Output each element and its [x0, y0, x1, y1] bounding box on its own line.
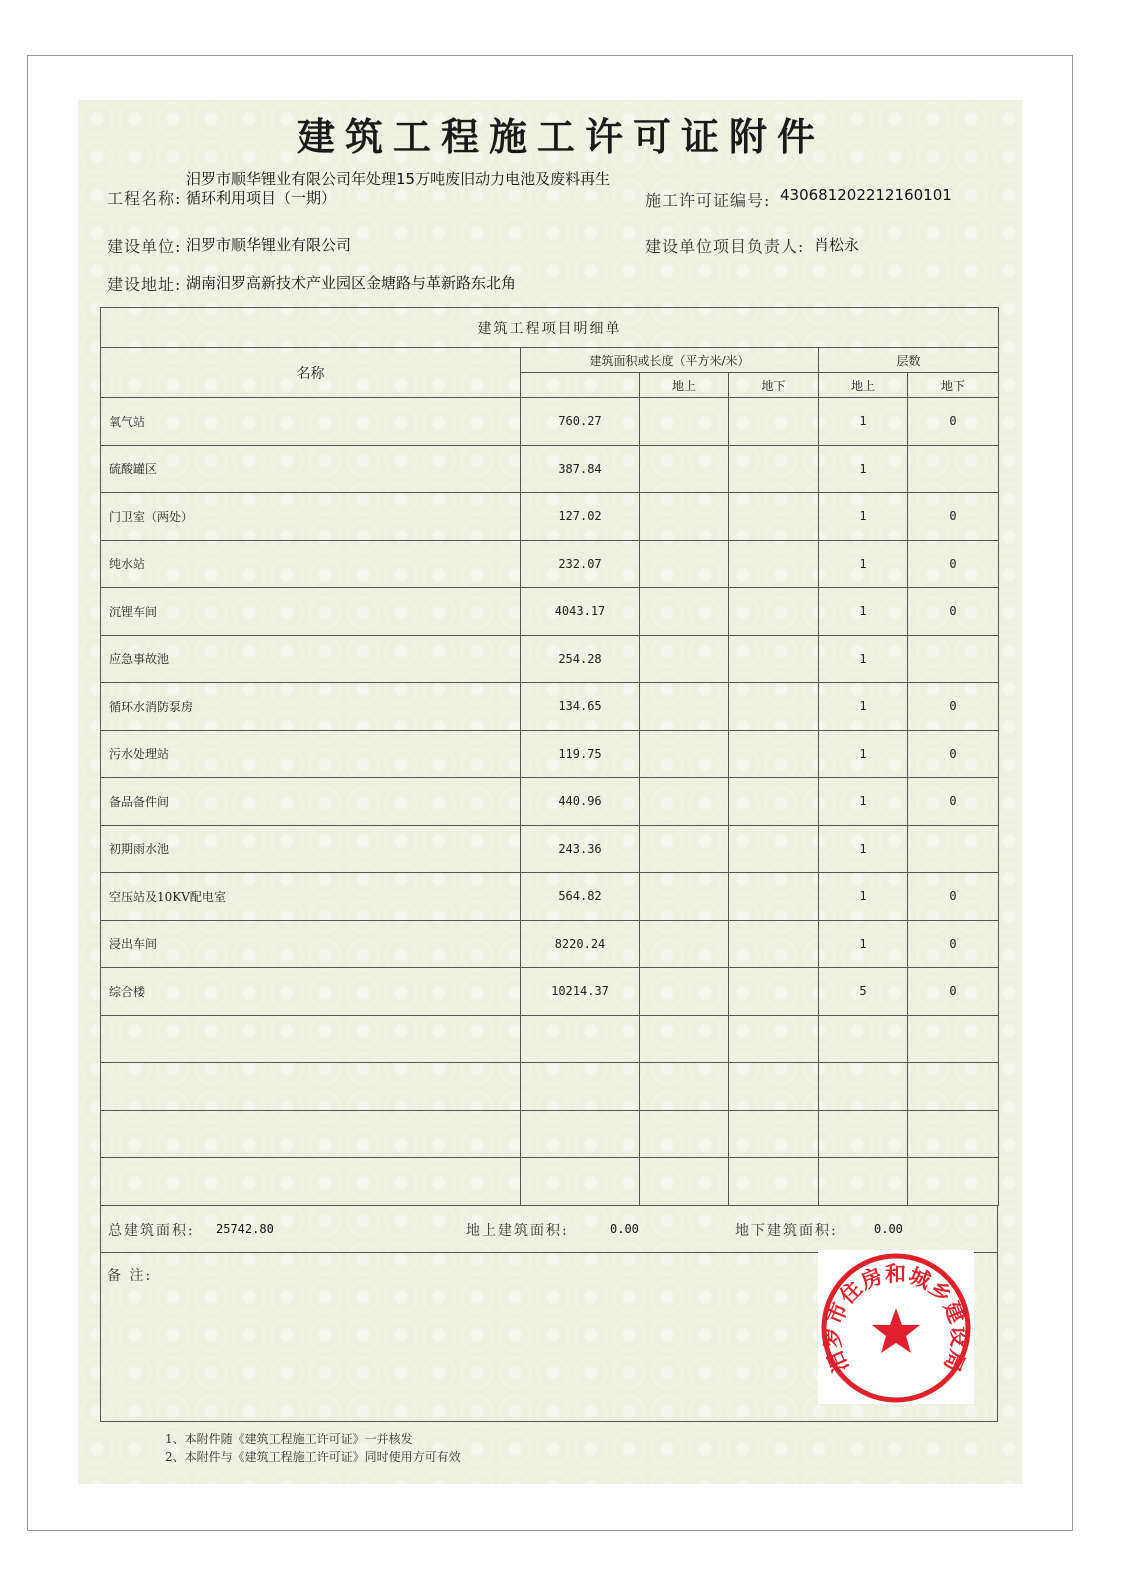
row-area-above — [640, 730, 729, 778]
row-floors-below: 0 — [908, 683, 999, 731]
empty-cell — [101, 1158, 521, 1206]
table-row — [101, 920, 999, 968]
table-row — [101, 683, 999, 731]
floors-below-header: 地下 — [908, 373, 999, 398]
row-floors-above: 1 — [819, 540, 908, 588]
table-row — [101, 493, 999, 541]
row-area-above — [640, 920, 729, 968]
empty-cell — [819, 1110, 908, 1158]
col-name-header: 名称 — [101, 348, 521, 398]
col-floors-header: 层数 — [819, 348, 999, 373]
builder-value: 汨罗市顺华锂业有限公司 — [186, 236, 352, 254]
empty-cell — [640, 1110, 729, 1158]
empty-cell — [819, 1063, 908, 1111]
row-floors-above: 1 — [819, 588, 908, 636]
row-area: 564.82 — [521, 873, 640, 921]
row-floors-above: 1 — [819, 825, 908, 873]
table-caption: 建筑工程项目明细单 — [101, 308, 999, 348]
empty-row — [101, 1110, 999, 1158]
row-floors-below: 0 — [908, 588, 999, 636]
empty-cell — [640, 1158, 729, 1206]
row-name: 初期雨水池 — [101, 825, 521, 873]
row-area: 232.07 — [521, 540, 640, 588]
table-row — [101, 540, 999, 588]
row-name: 硫酸罐区 — [101, 445, 521, 493]
row-area-above — [640, 445, 729, 493]
row-floors-below: 0 — [908, 540, 999, 588]
total-area-label: 总建筑面积: — [108, 1223, 195, 1239]
empty-cell — [521, 1110, 640, 1158]
below-area-label: 地下建筑面积: — [735, 1223, 838, 1239]
above-area-value: 0.00 — [610, 1222, 639, 1236]
document-title: 建筑工程施工许可证附件 — [296, 114, 825, 159]
empty-cell — [521, 1158, 640, 1206]
project-name-line2: 循环利用项目（一期） — [186, 189, 337, 207]
table-row — [101, 398, 999, 446]
row-area-below — [729, 873, 819, 921]
row-floors-above: 1 — [819, 683, 908, 731]
row-floors-below — [908, 445, 999, 493]
project-name-line1: 汨罗市顺华锂业有限公司年处理15万吨废旧动力电池及废料再生 — [186, 170, 611, 188]
address-value: 湖南汨罗高新技术产业园区金塘路与革新路东北角 — [186, 274, 517, 292]
row-name: 备品备件间 — [101, 778, 521, 826]
table-row — [101, 778, 999, 826]
row-area-below — [729, 398, 819, 446]
empty-row — [101, 1015, 999, 1063]
row-floors-above: 1 — [819, 493, 908, 541]
row-floors-above: 1 — [819, 920, 908, 968]
row-floors-below: 0 — [908, 398, 999, 446]
row-area: 254.28 — [521, 635, 640, 683]
empty-cell — [908, 1015, 999, 1063]
empty-cell — [640, 1015, 729, 1063]
row-floors-above: 1 — [819, 635, 908, 683]
permit-no: 430681202212160101 — [780, 186, 952, 204]
row-area: 4043.17 — [521, 588, 640, 636]
row-area-above — [640, 540, 729, 588]
table-row — [101, 635, 999, 683]
row-floors-below: 0 — [908, 493, 999, 541]
row-name: 沉锂车间 — [101, 588, 521, 636]
row-area-below — [729, 778, 819, 826]
row-area-below — [729, 445, 819, 493]
row-name: 氧气站 — [101, 398, 521, 446]
row-area-below — [729, 588, 819, 636]
empty-cell — [908, 1063, 999, 1111]
empty-cell — [908, 1110, 999, 1158]
row-floors-below: 0 — [908, 730, 999, 778]
empty-cell — [729, 1158, 819, 1206]
empty-cell — [908, 1158, 999, 1206]
table-row — [101, 825, 999, 873]
row-area-below — [729, 968, 819, 1016]
row-floors-above: 1 — [819, 445, 908, 493]
builder-label: 建设单位: — [107, 237, 182, 256]
row-area: 8220.24 — [521, 920, 640, 968]
row-area: 127.02 — [521, 493, 640, 541]
table-row — [101, 730, 999, 778]
empty-cell — [729, 1015, 819, 1063]
table-row — [101, 588, 999, 636]
below-area-value: 0.00 — [874, 1222, 903, 1236]
official-seal — [818, 1250, 974, 1404]
empty-cell — [101, 1110, 521, 1158]
row-area-below — [729, 825, 819, 873]
row-area: 760.27 — [521, 398, 640, 446]
empty-cell — [101, 1015, 521, 1063]
leader-value: 肖松永 — [814, 236, 860, 254]
empty-cell — [521, 1063, 640, 1111]
row-area-above — [640, 588, 729, 636]
row-name: 纯水站 — [101, 540, 521, 588]
row-name: 门卫室（两处） — [101, 493, 521, 541]
table-row — [101, 445, 999, 493]
row-area-above — [640, 968, 729, 1016]
empty-cell — [640, 1063, 729, 1111]
row-area-below — [729, 920, 819, 968]
table-row — [101, 968, 999, 1016]
row-name: 浸出车间 — [101, 920, 521, 968]
row-area-above — [640, 825, 729, 873]
area-above-header: 地上 — [640, 373, 729, 398]
row-area-above — [640, 398, 729, 446]
empty-cell — [729, 1110, 819, 1158]
row-area-below — [729, 730, 819, 778]
table-row — [101, 873, 999, 921]
project-detail-table — [100, 307, 999, 1206]
row-area-below — [729, 635, 819, 683]
floors-above-header: 地上 — [819, 373, 908, 398]
row-floors-above: 1 — [819, 873, 908, 921]
remarks-label: 备 注: — [107, 1268, 153, 1284]
row-floors-above: 5 — [819, 968, 908, 1016]
row-area: 387.84 — [521, 445, 640, 493]
row-area-below — [729, 683, 819, 731]
empty-row — [101, 1063, 999, 1111]
seal-text: 汨罗市住房和城乡建设局 — [819, 1260, 973, 1377]
row-area-above — [640, 873, 729, 921]
row-area: 134.65 — [521, 683, 640, 731]
row-floors-below: 0 — [908, 968, 999, 1016]
row-area: 440.96 — [521, 778, 640, 826]
row-area: 243.36 — [521, 825, 640, 873]
row-floors-above: 1 — [819, 398, 908, 446]
area-below-header: 地下 — [729, 373, 819, 398]
row-floors-below: 0 — [908, 778, 999, 826]
row-name: 循环水消防泵房 — [101, 683, 521, 731]
total-area-value: 25742.80 — [216, 1222, 274, 1236]
row-floors-below: 0 — [908, 873, 999, 921]
note-2: 2、本附件与《建筑工程施工许可证》同时使用方可有效 — [165, 1450, 461, 1464]
empty-row — [101, 1158, 999, 1206]
row-area-above — [640, 635, 729, 683]
row-floors-below: 0 — [908, 920, 999, 968]
row-area-below — [729, 540, 819, 588]
col-area-header: 建筑面积或长度（平方米/米） — [521, 348, 819, 373]
row-floors-above: 1 — [819, 778, 908, 826]
empty-cell — [729, 1063, 819, 1111]
seal-star-icon — [872, 1308, 920, 1353]
row-floors-below — [908, 825, 999, 873]
row-area: 119.75 — [521, 730, 640, 778]
row-area: 10214.37 — [521, 968, 640, 1016]
empty-cell — [819, 1158, 908, 1206]
row-floors-below — [908, 635, 999, 683]
project-name-label: 工程名称: — [107, 189, 182, 208]
address-label: 建设地址: — [107, 275, 182, 294]
row-name: 污水处理站 — [101, 730, 521, 778]
above-area-label: 地上建筑面积: — [466, 1223, 569, 1239]
note-1: 1、本附件随《建筑工程施工许可证》一并核发 — [165, 1432, 413, 1446]
row-area-below — [729, 493, 819, 541]
empty-cell — [819, 1015, 908, 1063]
row-floors-above: 1 — [819, 730, 908, 778]
empty-cell — [521, 1015, 640, 1063]
row-name: 应急事故池 — [101, 635, 521, 683]
row-area-above — [640, 683, 729, 731]
area-sub-blank — [521, 373, 640, 398]
permit-no-label: 施工许可证编号: — [645, 191, 771, 210]
row-name: 综合楼 — [101, 968, 521, 1016]
empty-cell — [101, 1063, 521, 1111]
seal-graphic — [818, 1250, 974, 1404]
leader-label: 建设单位项目负责人: — [645, 237, 805, 256]
row-area-above — [640, 778, 729, 826]
row-area-above — [640, 493, 729, 541]
row-name: 空压站及10KV配电室 — [101, 873, 521, 921]
